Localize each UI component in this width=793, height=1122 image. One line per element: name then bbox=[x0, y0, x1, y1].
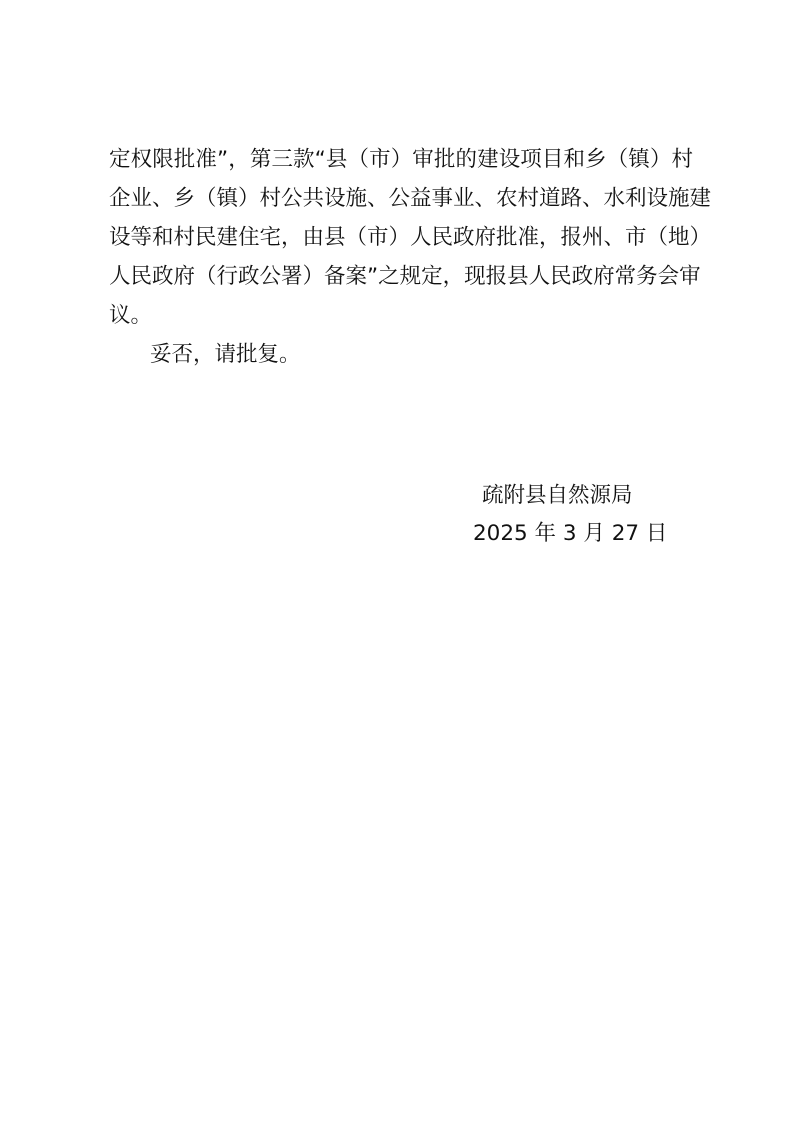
issuing-organization: 疏附县自然源局 bbox=[482, 483, 633, 508]
body-paragraph bbox=[109, 140, 712, 374]
closing-request: 妥否，请批复。 bbox=[150, 342, 301, 367]
paragraph-line-2: 企业、乡（镇）村公共设施、公益事业、农村道路、水利设施建 bbox=[109, 186, 712, 211]
issue-date: 2025 年 3 月 27 日 bbox=[473, 521, 668, 546]
paragraph-line-3: 设等和村民建住宅，由县（市）人民政府批准，报州、市（地） bbox=[109, 225, 712, 250]
paragraph-line-1: 定权限批准”，第三款“县（市）审批的建设项目和乡（镇）村 bbox=[109, 147, 693, 172]
paragraph-line-4: 人民政府（行政公署）备案”之规定，现报县人民政府常务会审 bbox=[109, 264, 701, 289]
paragraph-line-5: 议。 bbox=[109, 303, 153, 328]
